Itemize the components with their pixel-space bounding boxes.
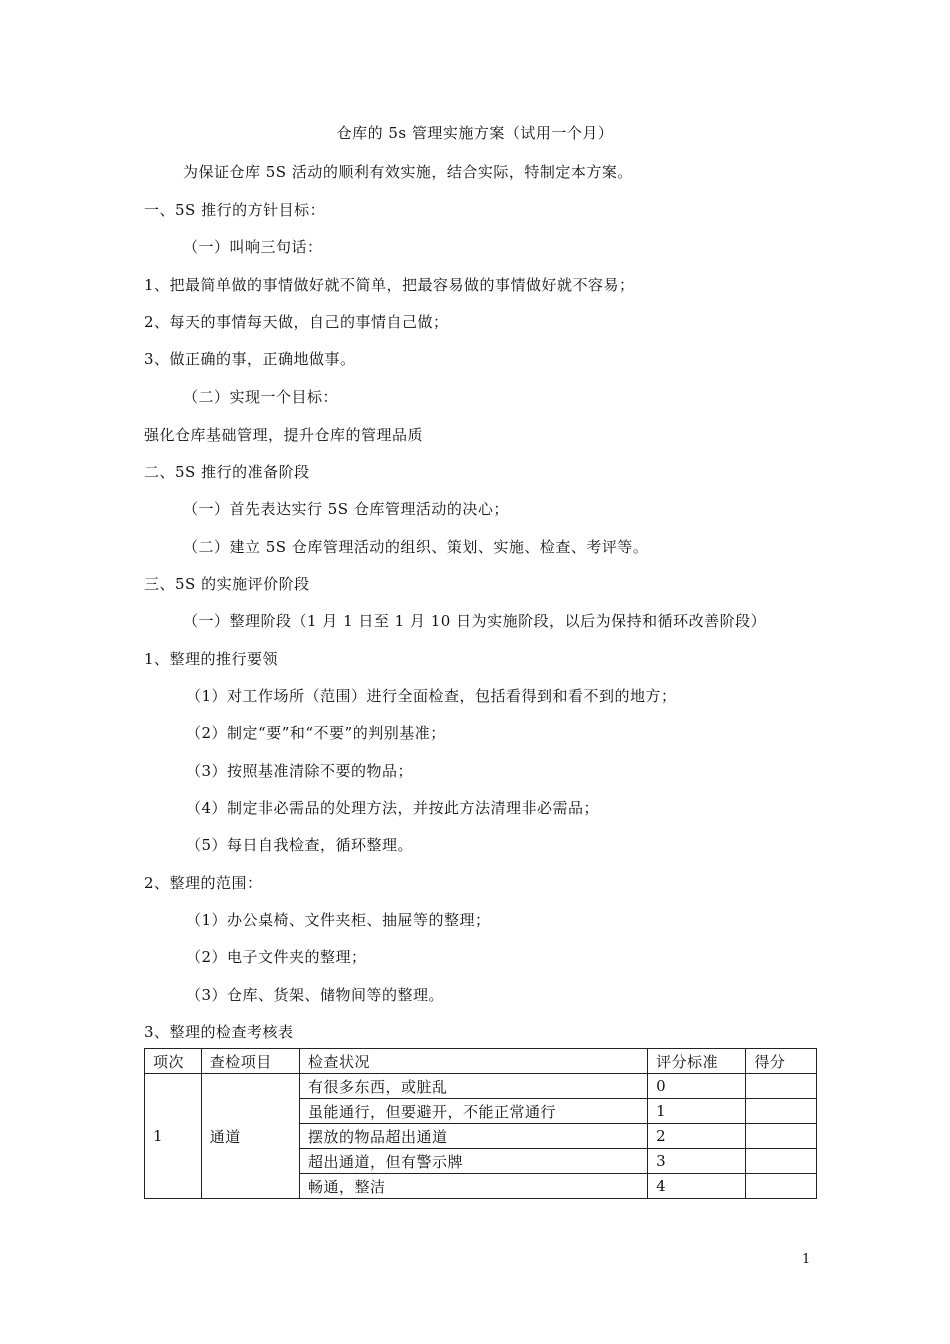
result-cell <box>746 1149 817 1174</box>
result-cell <box>746 1074 817 1099</box>
score-cell: 3 <box>648 1149 746 1174</box>
status-cell: 超出通道，但有警示牌 <box>299 1149 647 1174</box>
table-header-cell: 查检项目 <box>201 1049 299 1074</box>
part-1-item: （2）制定“要”和“不要”的判别基准； <box>186 724 446 742</box>
table-header-cell: 评分标准 <box>648 1049 746 1074</box>
part-1-item: （3）按照基准清除不要的物品； <box>186 762 414 780</box>
section-1-item-2: 2、每天的事情每天做，自己的事情自己做； <box>144 313 449 331</box>
result-cell <box>746 1124 817 1149</box>
section-2-heading: 二、5S 推行的准备阶段 <box>144 463 310 481</box>
part-3-heading: 3、整理的检查考核表 <box>144 1023 294 1041</box>
item-name-cell: 通道 <box>201 1074 299 1199</box>
item-number-cell: 1 <box>145 1074 202 1199</box>
part-2-item: （1）办公桌椅、文件夹柜、抽屉等的整理； <box>186 911 491 929</box>
section-1-item-3: 3、做正确的事，正确地做事。 <box>144 350 356 368</box>
part-2-heading: 2、整理的范围： <box>144 874 263 892</box>
part-1-heading: 1、整理的推行要领 <box>144 650 279 668</box>
status-cell: 虽能通行，但要避开，不能正常通行 <box>299 1099 647 1124</box>
part-2-item: （2）电子文件夹的整理； <box>186 948 367 966</box>
score-cell: 1 <box>648 1099 746 1124</box>
score-cell: 2 <box>648 1124 746 1149</box>
score-cell: 4 <box>648 1174 746 1199</box>
section-3-heading: 三、5S 的实施评价阶段 <box>144 575 310 593</box>
table-row <box>145 1074 817 1099</box>
part-1-item: （1）对工作场所（范围）进行全面检查，包括看得到和看不到的地方； <box>186 687 677 705</box>
part-2-item: （3）仓库、货架、储物间等的整理。 <box>186 986 445 1004</box>
section-1-sub-1: （一）叫响三句话： <box>183 238 323 256</box>
status-cell: 摆放的物品超出通道 <box>299 1124 647 1149</box>
section-2-sub-1: （一）首先表达实行 5S 仓库管理活动的决心； <box>183 500 509 518</box>
section-1-heading: 一、5S 推行的方针目标： <box>144 201 326 219</box>
section-1-item-1: 1、把最简单做的事情做好就不简单，把最容易做的事情做好就不容易； <box>144 276 635 294</box>
intro-paragraph: 为保证仓库 5S 活动的顺利有效实施，结合实际，特制定本方案。 <box>183 163 633 181</box>
result-cell <box>746 1099 817 1124</box>
section-1-goal: 强化仓库基础管理，提升仓库的管理品质 <box>144 426 424 444</box>
result-cell <box>746 1174 817 1199</box>
table-header-row <box>145 1049 817 1074</box>
status-cell: 有很多东西，或脏乱 <box>299 1074 647 1099</box>
table-header-cell: 检查状况 <box>299 1049 647 1074</box>
part-1-item: （4）制定非必需品的处理方法，并按此方法清理非必需品； <box>186 799 600 817</box>
section-3-sub-1: （一）整理阶段（1 月 1 日至 1 月 10 日为实施阶段，以后为保持和循环改善阶段） <box>183 612 767 630</box>
part-1-item: （5）每日自我检查，循环整理。 <box>186 836 414 854</box>
status-cell: 畅通，整洁 <box>299 1174 647 1199</box>
score-cell: 0 <box>648 1074 746 1099</box>
table-header-cell: 得分 <box>746 1049 817 1074</box>
inspection-table <box>144 1048 817 1199</box>
section-1-sub-2: （二）实现一个目标： <box>183 388 339 406</box>
section-2-sub-2: （二）建立 5S 仓库管理活动的组织、策划、实施、检查、考评等。 <box>183 538 649 556</box>
table-header-cell: 项次 <box>145 1049 202 1074</box>
page-number: 1 <box>802 1252 811 1267</box>
document-title: 仓库的 5s 管理实施方案（试用一个月） <box>336 124 614 142</box>
